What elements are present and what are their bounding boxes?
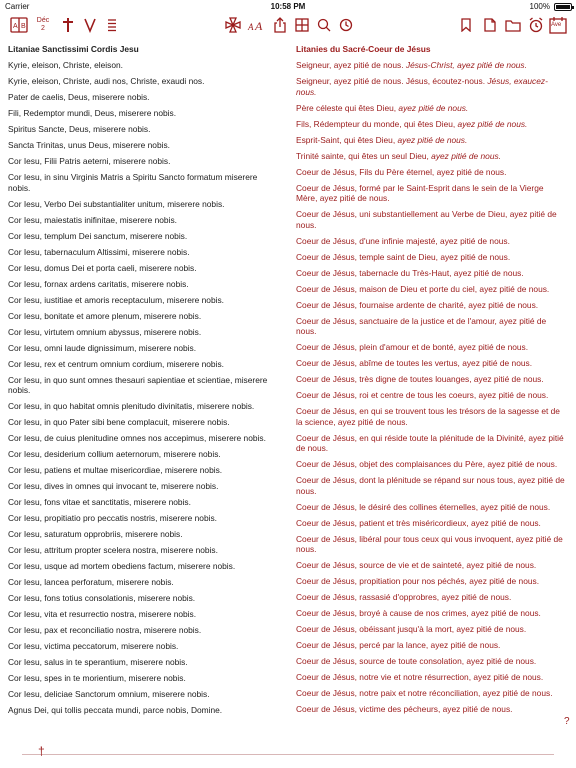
french-verse-text: Coeur de Jésus, notre vie et notre résurrection, ayez pitié de nous.: [296, 672, 544, 682]
french-verse-text: Coeur de Jésus, en qui réside toute la plénitude de la Divinité, ayez pitié de nous.: [296, 432, 564, 453]
french-verse: [296, 704, 566, 715]
latin-verse: Cor Iesu, iustitiae et amoris receptaculum, miserere nobis.: [8, 294, 224, 305]
battery-icon: [554, 3, 572, 11]
v-icon: [83, 17, 97, 33]
french-verse-list: [296, 60, 566, 715]
french-verse-response: ayez pitié de nous.: [397, 134, 468, 145]
latin-verse: Cor Iesu, Filii Patris aeterni, miserere nobis.: [8, 156, 171, 166]
french-verse-text: Seigneur, ayez pitié de nous. Jésus, écoutez-nous.: [296, 76, 488, 86]
latin-verse: Agnus Dei, qui tollis peccata mundi, parce nobis, Domine.: [8, 705, 223, 715]
french-verse-text: Coeur de Jésus, rassasié d'opprobres, ayez pitié de nous.: [296, 592, 512, 602]
french-verse-response: ayez pitié de nous.: [457, 118, 528, 129]
french-verse: [296, 560, 566, 571]
french-verse: [296, 60, 566, 71]
french-verse: [296, 167, 566, 178]
document-icon: [484, 18, 496, 32]
french-verse-text: Esprit-Saint, qui êtes Dieu,: [296, 134, 398, 145]
font-size-button[interactable]: [246, 14, 268, 36]
svg-text:B: B: [21, 23, 26, 30]
latin-verse: Cor Iesu, salus in te sperantium, miserere nobis.: [8, 657, 188, 667]
french-verse: [296, 656, 566, 667]
french-verse: [296, 433, 566, 454]
latin-verse: Fili, Redemptor mundi, Deus, miserere nobis.: [8, 108, 177, 118]
latin-verse: Cor Iesu, patiens et multae misericordiae, miserere nobis.: [8, 465, 223, 475]
french-verse: [296, 252, 566, 263]
french-verse: [296, 608, 566, 619]
clock: 10:58 PM: [270, 2, 306, 11]
svg-text:A: A: [248, 22, 254, 32]
latin-verse: Cor Iesu, fornax ardens caritatis, miserere nobis.: [8, 278, 189, 289]
french-verse-text: Coeur de Jésus, maison de Dieu et porte du ciel, ayez pitié de nous.: [296, 283, 550, 294]
latin-column: [8, 44, 280, 721]
carrier-label: Carrier: [5, 2, 30, 11]
document-button[interactable]: [480, 14, 500, 36]
french-verse-text: Coeur de Jésus, roi et centre de tous les coeurs, ayez pitié de nous.: [296, 390, 549, 400]
list-icon: [106, 18, 118, 32]
latin-verse: Cor Iesu, dives in omnes qui invocant te, miserere nobis.: [8, 481, 219, 491]
french-verse-response: Jésus, exaucez-nous.: [296, 76, 548, 97]
french-verse-text: Coeur de Jésus, uni substantiellement au Verbe de Dieu, ayez pitié de nous.: [296, 209, 557, 230]
french-verse-text: Coeur de Jésus, libéral pour tous ceux qui vous invoquent, ayez pitié de nous.: [296, 533, 563, 554]
french-verse-text: Coeur de Jésus, sanctuaire de la justice et de l'amour, ayez pitié de nous.: [296, 315, 547, 336]
latin-title: Litaniae Sanctissimi Cordis Jesu: [8, 44, 139, 54]
latin-verse-list: [8, 60, 280, 716]
french-verse-response: Jésus-Christ, ayez pitié de nous.: [405, 60, 527, 70]
french-verse: [296, 688, 566, 699]
bookmark-button[interactable]: [456, 14, 476, 36]
latin-verse: Cor Iesu, omni laude dignissimum, miserere nobis.: [8, 342, 197, 353]
svg-text:A: A: [255, 19, 263, 33]
french-verse: [296, 119, 566, 130]
latin-verse: Spiritus Sancte, Deus, miserere nobis.: [8, 124, 151, 134]
latin-verse: Pater de caelis, Deus, miserere nobis.: [8, 92, 150, 102]
grid-button[interactable]: [292, 14, 312, 36]
french-verse: [296, 151, 566, 162]
status-bar: [0, 0, 576, 14]
ave-label: Ave: [551, 22, 562, 28]
toolbar: [0, 14, 576, 36]
svg-text:A: A: [13, 23, 18, 30]
french-verse-text: Coeur de Jésus, d'une infinie majesté, ayez pitié de nous.: [296, 235, 510, 246]
alarm-button[interactable]: [526, 14, 546, 36]
bottom-divider: [22, 754, 554, 755]
french-verse-text: Coeur de Jésus, dont la plénitude se répand sur nous tous, ayez pitié de nous.: [296, 475, 565, 496]
french-verse: [296, 236, 566, 247]
latin-verse: Sancta Trinitas, unus Deus, miserere nobis.: [8, 140, 170, 150]
latin-verse: Cor Iesu, virtutem omnium abyssus, miserere nobis.: [8, 326, 202, 337]
cross-pattee-button[interactable]: [222, 14, 244, 36]
french-verse: [296, 374, 566, 385]
bookmark-icon: [461, 18, 471, 32]
french-verse: [296, 76, 566, 97]
latin-verse: Cor Iesu, fons vitae et sanctitatis, miserere nobis.: [8, 497, 191, 507]
latin-verse: Cor Iesu, maiestatis inifinitae, miserere nobis.: [8, 214, 177, 225]
alarm-clock-icon: [528, 17, 544, 33]
french-verse: [296, 284, 566, 295]
latin-verse: Cor Iesu, in quo habitat omnis plenitudo divinitatis, miserere nobis.: [8, 401, 255, 411]
latin-verse: Cor Iesu, lancea perforatum, miserere nobis.: [8, 577, 174, 587]
french-verse: [296, 268, 566, 279]
french-verse: [296, 342, 566, 353]
date-month: Déc: [36, 17, 50, 24]
french-verse-text: Coeur de Jésus, tabernacle du Très-Haut, ayez pitié de nous.: [296, 267, 524, 278]
litany-content[interactable]: [0, 44, 576, 738]
french-verse: [296, 135, 566, 146]
latin-verse: Cor Iesu, usque ad mortem obediens factum, miserere nobis.: [8, 561, 236, 571]
french-verse-response: ayez pitié de nous.: [398, 102, 469, 113]
latin-verse: Cor Iesu, tabernaculum Altissimi, miserere nobis.: [8, 246, 190, 257]
font-size-icon: [247, 17, 267, 33]
latin-verse: Cor Iesu, bonitate et amore plenum, miserere nobis.: [8, 310, 202, 321]
french-verse-text: Trinité sainte, qui êtes un seul Dieu,: [296, 150, 432, 161]
ave-button[interactable]: [548, 14, 568, 36]
french-verse-text: Coeur de Jésus, obéissant jusqu'à la mort, ayez pitié de nous.: [296, 624, 527, 634]
search-button[interactable]: [314, 14, 334, 36]
french-verse-text: Coeur de Jésus, broyé à cause de nos crimes, ayez pitié de nous.: [296, 608, 541, 618]
latin-verse: Cor Iesu, attritum propter scelera nostra, miserere nobis.: [8, 545, 218, 555]
french-title: Litanies du Sacré-Coeur de Jésus: [296, 44, 431, 54]
list-button[interactable]: [102, 14, 122, 36]
latin-verse: Cor Iesu, de cuius plenitudine omnes nos accepimus, miserere nobis.: [8, 433, 266, 443]
french-verse-text: Coeur de Jésus, abîme de toutes les vertus, ayez pitié de nous.: [296, 358, 533, 368]
french-verse: [296, 576, 566, 587]
latin-verse: Kyrie, eleison, Christe, audi nos, Christe, exaudi nos.: [8, 76, 205, 86]
french-verse-text: Coeur de Jésus, source de vie et de sainteté, ayez pitié de nous.: [296, 560, 537, 570]
french-verse-response: ayez pitié de nous.: [431, 150, 502, 161]
french-verse-text: Coeur de Jésus, patient et très miséricordieux, ayez pitié de nous.: [296, 517, 541, 528]
french-verse-text: Fils, Rédempteur du monde, qui êtes Dieu,: [296, 118, 458, 129]
folder-icon: [505, 19, 521, 32]
french-verse: [296, 406, 566, 427]
french-verse: [296, 502, 566, 513]
french-column: [296, 44, 566, 720]
date-button[interactable]: [32, 14, 54, 36]
french-verse-text: Coeur de Jésus, le désiré des collines éternelles, ayez pitié de nous.: [296, 501, 551, 512]
french-verse: [296, 518, 566, 529]
translate-button[interactable]: [8, 14, 30, 36]
french-verse: [296, 300, 566, 311]
bottom-cross-button[interactable]: †: [38, 744, 45, 758]
latin-verse: Cor Iesu, desiderium collium aeternorum, miserere nobis.: [8, 449, 221, 459]
latin-verse: Cor Iesu, pax et reconciliatio nostra, miserere nobis.: [8, 625, 202, 635]
latin-verse: Cor Iesu, propitiatio pro peccatis nostris, miserere nobis.: [8, 513, 217, 523]
latin-verse: Kyrie, eleison, Christe, eleison.: [8, 60, 123, 70]
french-verse-text: Coeur de Jésus, fournaise ardente de charité, ayez pitié de nous.: [296, 299, 539, 310]
latin-verse: Cor Iesu, fons totius consolationis, miserere nobis.: [8, 593, 196, 603]
french-verse: [296, 103, 566, 114]
latin-verse: Cor Iesu, saturatum opprobriis, miserere nobis.: [8, 529, 183, 539]
folder-button[interactable]: [502, 14, 524, 36]
french-verse: [296, 183, 566, 204]
french-verse: [296, 592, 566, 603]
french-verse: [296, 640, 566, 651]
french-verse-text: Coeur de Jésus, objet des complaisances du Père, ayez pitié de nous.: [296, 459, 558, 469]
history-button[interactable]: [336, 14, 356, 36]
french-verse: [296, 209, 566, 230]
french-verse: [296, 534, 566, 555]
latin-verse: Cor Iesu, in quo Pater sibi bene complacuit, miserere nobis.: [8, 417, 230, 427]
help-button[interactable]: ?: [564, 716, 570, 727]
french-verse-text: Seigneur, ayez pitié de nous.: [296, 60, 406, 70]
french-verse-text: Coeur de Jésus, plein d'amour et de bonté, ayez pitié de nous.: [296, 342, 529, 352]
bottom-bar: [0, 738, 576, 768]
french-verse-text: Coeur de Jésus, très digne de toutes louanges, ayez pitié de nous.: [296, 374, 544, 384]
latin-verse: Cor Iesu, templum Dei sanctum, miserere nobis.: [8, 230, 188, 241]
french-verse: [296, 316, 566, 337]
french-verse-text: Coeur de Jésus, victime des pécheurs, ayez pitié de nous.: [296, 704, 513, 714]
share-button[interactable]: [270, 14, 290, 36]
french-verse-text: Coeur de Jésus, formé par le Saint-Esprit dans le sein de la Vierge Mère, ayez pitié de nous.: [296, 182, 544, 203]
latin-verse: Cor Iesu, spes in te morientium, miserere nobis.: [8, 673, 186, 683]
battery-percent: 100%: [529, 2, 550, 11]
grid-icon: [295, 18, 309, 32]
cross-pattee-icon: [225, 17, 241, 33]
french-verse: [296, 358, 566, 369]
latin-verse: Cor Iesu, Verbo Dei substantialiter unitum, miserere nobis.: [8, 198, 225, 209]
cross-icon: [61, 17, 75, 33]
french-verse-text: Coeur de Jésus, temple saint de Dieu, ayez pitié de nous.: [296, 251, 511, 262]
latin-verse: Cor Iesu, deliciae Sanctorum omnium, miserere nobis.: [8, 689, 210, 699]
french-verse-text: Coeur de Jésus, en qui se trouvent tous les trésors de la sagesse et de la science, ayez pitié de nous.: [296, 406, 560, 427]
french-verse-text: Coeur de Jésus, percé par la lance, ayez pitié de nous.: [296, 640, 501, 650]
clock-icon: [339, 18, 353, 32]
french-verse-text: Coeur de Jésus, notre paix et notre réconciliation, ayez pitié de nous.: [296, 688, 553, 698]
french-verse-text: Coeur de Jésus, propitiation pour nos péchés, ayez pitié de nous.: [296, 576, 540, 586]
french-verse-text: Coeur de Jésus, source de toute consolation, ayez pitié de nous.: [296, 656, 537, 666]
latin-verse: Cor Iesu, in sinu Virginis Matris a Spiritu Sancto formatum miserere nobis.: [8, 172, 258, 193]
latin-verse: Cor Iesu, rex et centrum omnium cordium, miserere nobis.: [8, 358, 224, 369]
latin-verse: Cor Iesu, domus Dei et porta caeli, miserere nobis.: [8, 262, 197, 273]
french-verse-text: Père céleste qui êtes Dieu,: [296, 102, 399, 113]
latin-verse: Cor Iesu, in quo sunt omnes thesauri sapientiae et scientiae, miserere nobis.: [8, 374, 268, 395]
french-verse: [296, 459, 566, 470]
translate-icon: [10, 17, 28, 33]
v-button[interactable]: [80, 14, 100, 36]
french-verse: [296, 475, 566, 496]
latin-verse: Cor Iesu, vita et resurrectio nostra, miserere nobis.: [8, 609, 197, 619]
latin-verse: Cor Iesu, victima peccatorum, miserere nobis.: [8, 641, 179, 651]
cross-button[interactable]: [58, 14, 78, 36]
french-verse-text: Coeur de Jésus, Fils du Père éternel, ayez pitié de nous.: [296, 166, 507, 177]
date-day: 2: [41, 25, 45, 32]
french-verse: [296, 390, 566, 401]
french-verse: [296, 672, 566, 683]
search-icon: [317, 18, 331, 32]
french-verse: [296, 624, 566, 635]
share-icon: [274, 17, 286, 33]
